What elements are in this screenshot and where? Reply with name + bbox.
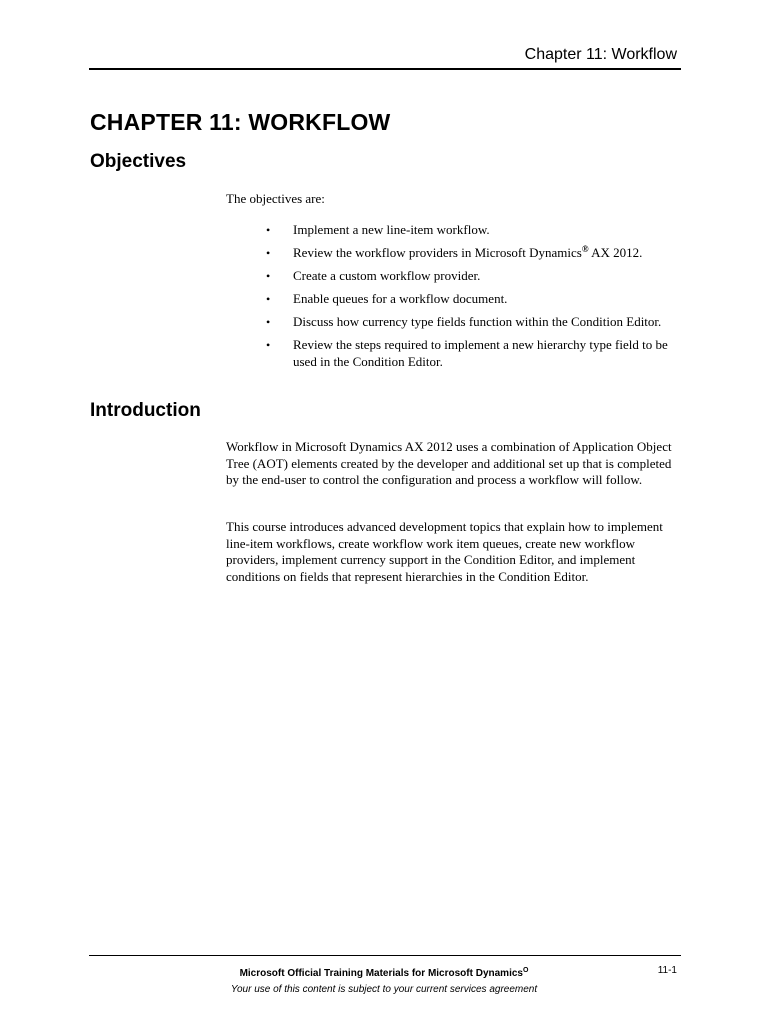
page-number: 11-1 — [657, 965, 677, 976]
running-head: Chapter 11: Workflow — [524, 46, 677, 63]
objectives-heading: Objectives — [90, 151, 187, 172]
objective-text: Review the workflow providers in Microsoft Dynamics® AX 2012. — [293, 244, 643, 260]
objective-item — [260, 337, 680, 370]
objective-item — [260, 245, 680, 262]
footer-notice: Your use of this content is subject to your current services agreement — [230, 984, 538, 995]
registered-mark: ® — [581, 244, 589, 254]
bullet-icon: • — [266, 223, 271, 237]
objective-item — [260, 222, 680, 239]
objective-item — [260, 268, 680, 285]
introduction-paragraph: Workflow in Microsoft Dynamics AX 2012 uses a combination of Application Object Tree (AOT) elements created by the developer and additional set up that is completed by the end-user to control the configuration and process a workflow will follow. — [226, 439, 672, 487]
objective-text: Review the steps required to implement a new hierarchy type field to be used in the Condition Editor. — [293, 337, 668, 369]
introduction-heading: Introduction — [90, 400, 201, 421]
bullet-icon: • — [266, 338, 271, 352]
objective-text: Discuss how currency type fields function within the Condition Editor. — [293, 314, 662, 329]
bullet-icon: • — [266, 292, 271, 306]
objective-item — [260, 314, 680, 331]
objectives-list — [260, 222, 680, 377]
objective-text: Implement a new line-item workflow. — [293, 222, 490, 237]
footer-title-mark: O — [522, 967, 529, 974]
objective-text: Enable queues for a workflow document. — [293, 291, 508, 306]
introduction-paragraph: This course introduces advanced development topics that explain how to implement line-item workflows, create workflow work item queues, create new workflow providers, implement currency support in the Condition Editor, and implement conditions on fields that represent hierarchies in the Condition Editor. — [226, 519, 663, 584]
header-rule — [89, 68, 681, 70]
bullet-icon: • — [266, 246, 271, 260]
objective-text: Create a custom workflow provider. — [293, 268, 481, 283]
objectives-intro: The objectives are: — [226, 191, 325, 206]
objective-item — [260, 291, 680, 308]
chapter-title: CHAPTER 11: WORKFLOW — [90, 109, 391, 135]
bullet-icon: • — [266, 269, 271, 283]
footer-title: Microsoft Official Training Materials for Microsoft Dynamics$^O$ — [239, 967, 529, 979]
footer-rule — [89, 955, 681, 956]
bullet-icon: • — [266, 315, 271, 329]
